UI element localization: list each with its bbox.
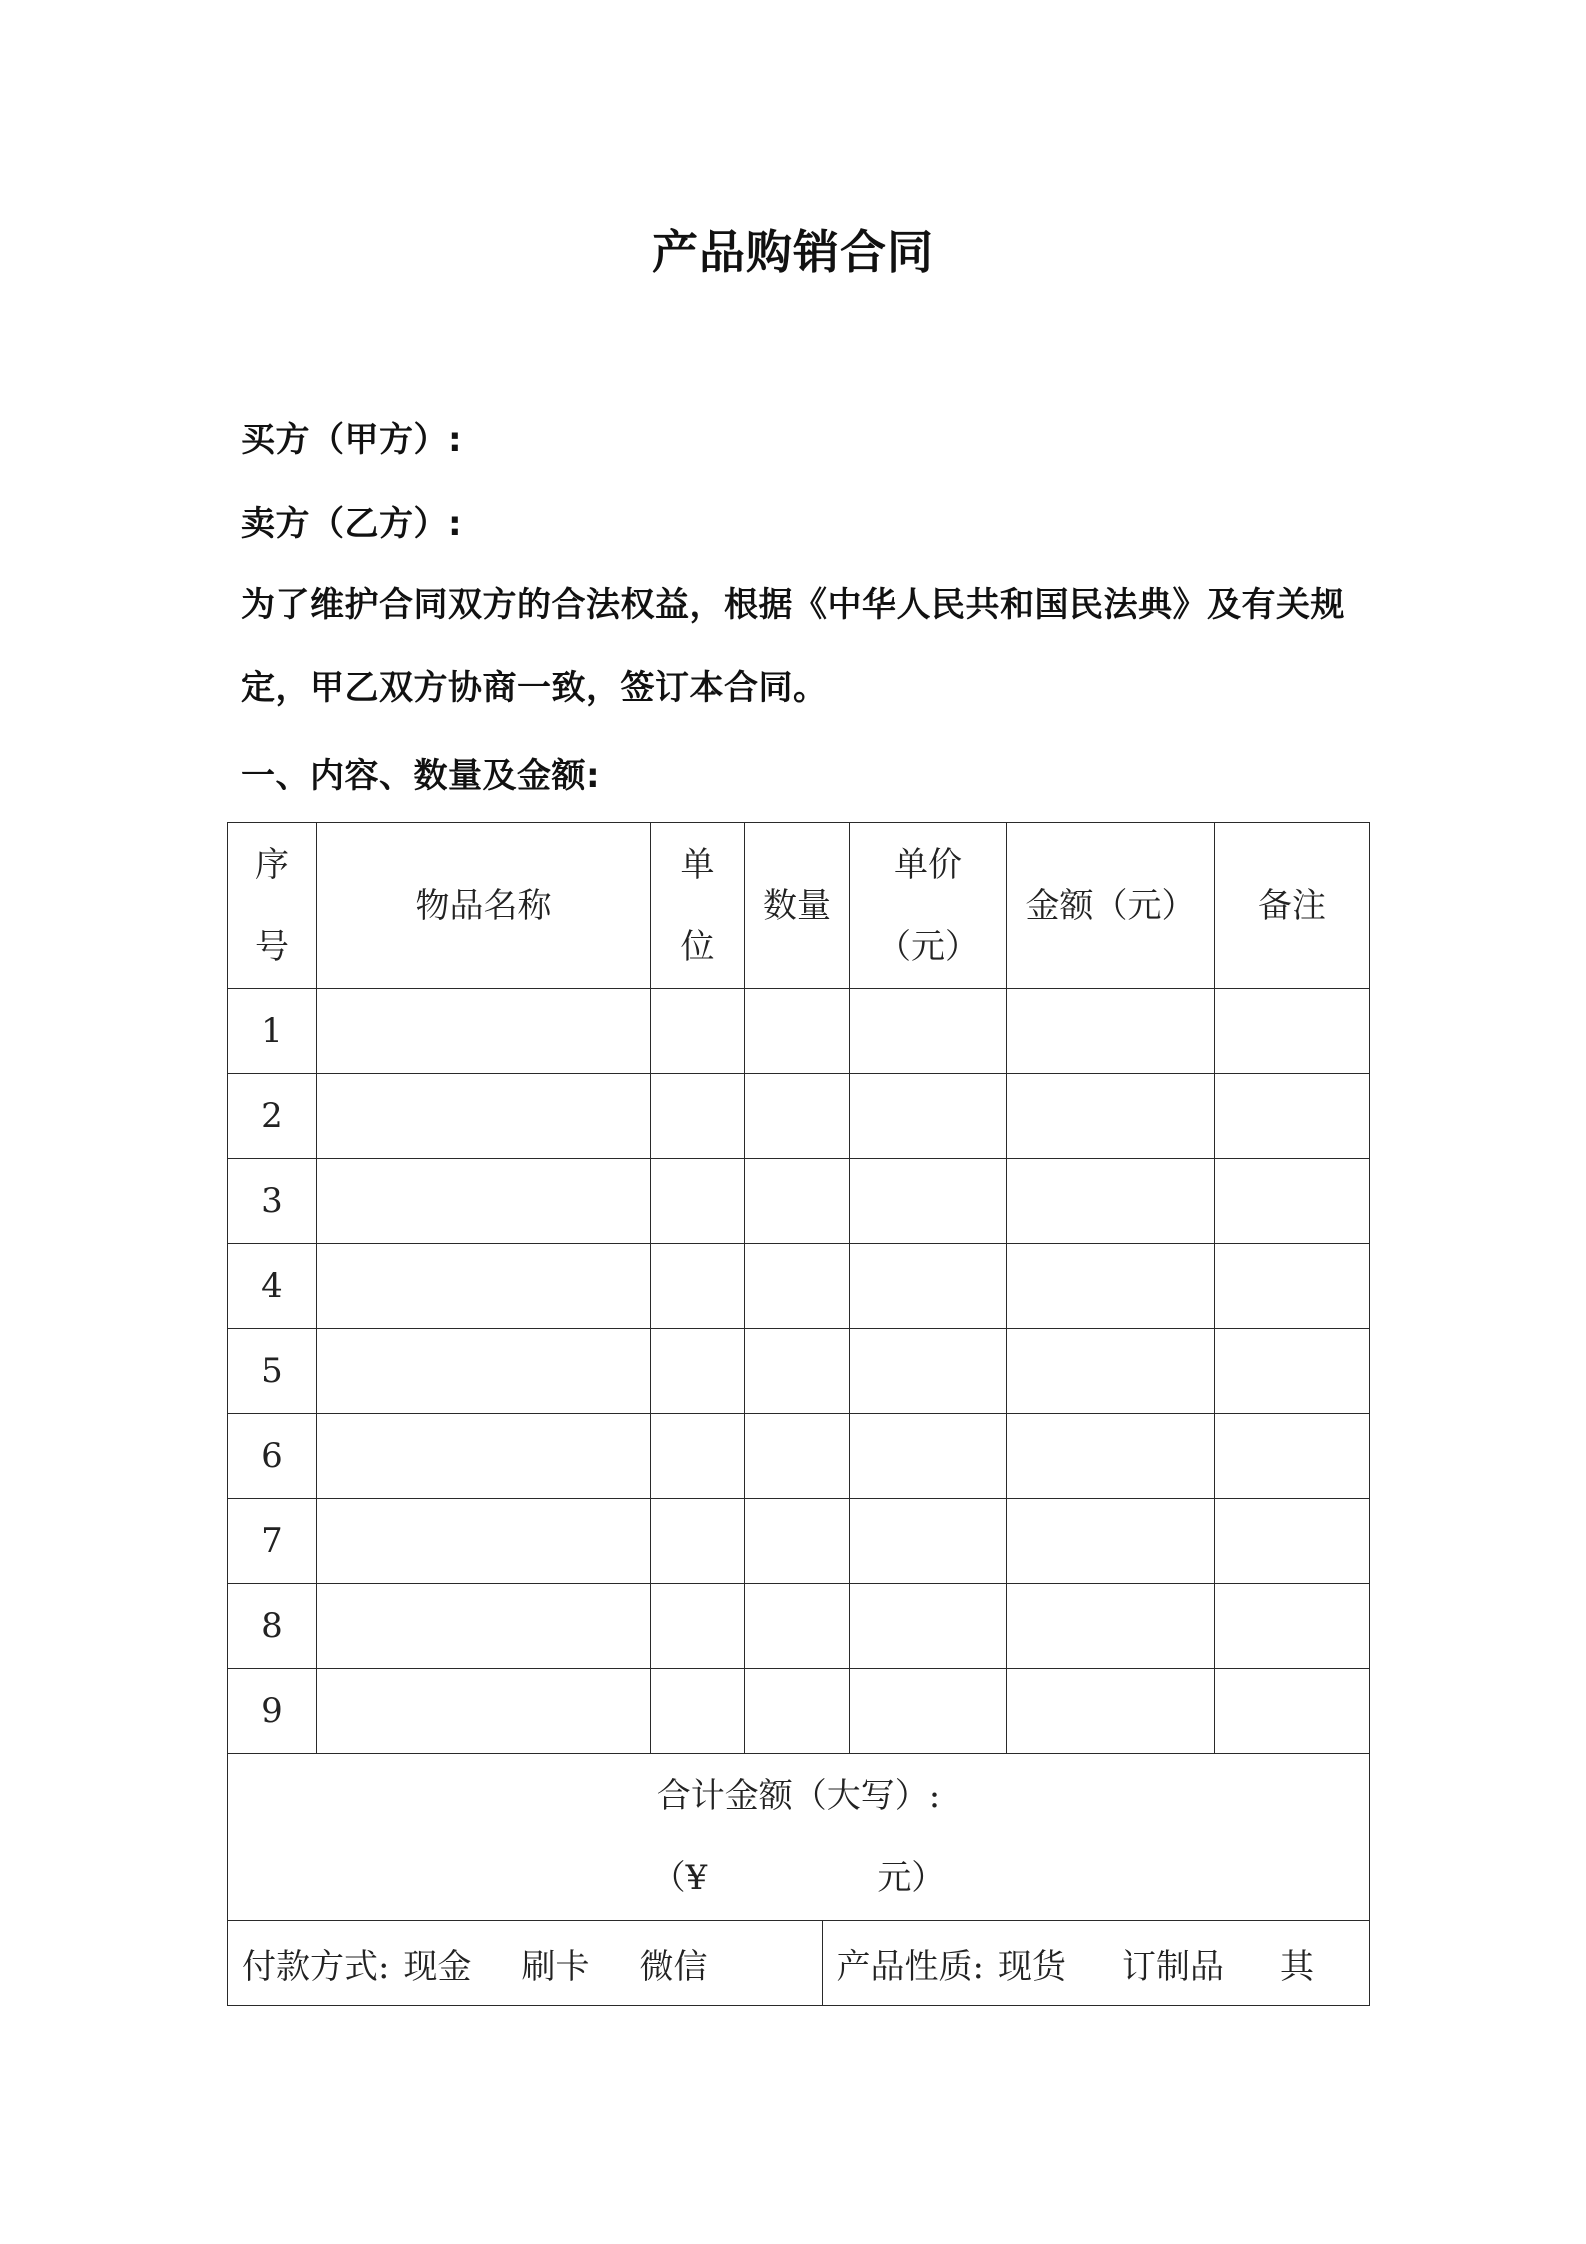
item-name-cell[interactable]	[317, 1669, 651, 1754]
unit-cell[interactable]	[651, 1329, 745, 1414]
header-price-line2: （元）	[877, 926, 979, 967]
remark-cell[interactable]	[1215, 1074, 1370, 1159]
payment-nature-subtable	[228, 1921, 1370, 2005]
quantity-cell[interactable]	[745, 1669, 850, 1754]
header-quantity: 数量	[745, 823, 850, 989]
buyer-label: 买方（甲方）:	[241, 420, 463, 460]
quantity-cell[interactable]	[745, 1329, 850, 1414]
total-row	[228, 1754, 1370, 1921]
table-row	[228, 1414, 1370, 1499]
amount-cell[interactable]	[1007, 989, 1215, 1074]
row-seq: 1	[228, 989, 317, 1074]
header-price-line1: 单价	[894, 844, 962, 885]
table-row	[228, 1584, 1370, 1669]
quantity-cell[interactable]	[745, 1499, 850, 1584]
unit-cell[interactable]	[651, 1244, 745, 1329]
amount-cell[interactable]	[1007, 1499, 1215, 1584]
amount-cell[interactable]	[1007, 1159, 1215, 1244]
row-seq: 2	[228, 1074, 317, 1159]
unit-price-cell[interactable]	[850, 1584, 1007, 1669]
payment-option-wechat[interactable]: 微信	[639, 1946, 708, 1987]
quantity-cell[interactable]	[745, 1074, 850, 1159]
item-name-cell[interactable]	[317, 1414, 651, 1499]
unit-price-cell[interactable]	[850, 1669, 1007, 1754]
table-row	[228, 1329, 1370, 1414]
product-nature-cell	[822, 1921, 1370, 2005]
nature-option-custom[interactable]: 订制品	[1121, 1946, 1224, 1987]
header-unit-line1: 单	[680, 844, 715, 885]
seller-label: 卖方（乙方）:	[241, 504, 463, 544]
remark-cell[interactable]	[1215, 1499, 1370, 1584]
goods-table	[227, 822, 1370, 2006]
payment-nature-cell	[228, 1921, 1370, 2006]
quantity-cell[interactable]	[745, 989, 850, 1074]
header-unit	[651, 823, 745, 989]
total-yen-prefix: （¥	[651, 1858, 708, 1898]
table-row	[228, 1159, 1370, 1244]
unit-cell[interactable]	[651, 1159, 745, 1244]
unit-cell[interactable]	[651, 1584, 745, 1669]
item-name-cell[interactable]	[317, 1159, 651, 1244]
unit-cell[interactable]	[651, 1499, 745, 1584]
row-seq: 7	[228, 1499, 317, 1584]
item-name-cell[interactable]	[317, 1329, 651, 1414]
table-row	[228, 1244, 1370, 1329]
quantity-cell[interactable]	[745, 1159, 850, 1244]
unit-price-cell[interactable]	[850, 1159, 1007, 1244]
remark-cell[interactable]	[1215, 1329, 1370, 1414]
header-seq-line2: 号	[255, 926, 289, 967]
remark-cell[interactable]	[1215, 1159, 1370, 1244]
row-seq: 4	[228, 1244, 317, 1329]
header-unit-line2: 位	[680, 926, 715, 967]
unit-price-cell[interactable]	[850, 989, 1007, 1074]
contract-title: 产品购销合同	[652, 225, 934, 279]
table-row	[228, 989, 1370, 1074]
header-seq	[228, 823, 317, 989]
row-seq: 6	[228, 1414, 317, 1499]
remark-cell[interactable]	[1215, 1584, 1370, 1669]
payment-method-cell	[228, 1921, 822, 2005]
quantity-cell[interactable]	[745, 1414, 850, 1499]
amount-cell[interactable]	[1007, 1074, 1215, 1159]
quantity-cell[interactable]	[745, 1584, 850, 1669]
unit-cell[interactable]	[651, 1414, 745, 1499]
total-amount-cell[interactable]	[228, 1754, 1370, 1921]
unit-price-cell[interactable]	[850, 1244, 1007, 1329]
unit-cell[interactable]	[651, 1074, 745, 1159]
payment-option-cash[interactable]: 现金	[403, 1946, 472, 1987]
amount-cell[interactable]	[1007, 1329, 1215, 1414]
table-header-row	[228, 823, 1370, 989]
item-name-cell[interactable]	[317, 1584, 651, 1669]
row-seq: 8	[228, 1584, 317, 1669]
header-seq-line1: 序	[255, 844, 289, 885]
table-row	[228, 1669, 1370, 1754]
item-name-cell[interactable]	[317, 1074, 651, 1159]
header-remark: 备注	[1215, 823, 1370, 989]
remark-cell[interactable]	[1215, 1244, 1370, 1329]
section-heading-content: 一、内容、数量及金额:	[241, 756, 601, 796]
item-name-cell[interactable]	[317, 1499, 651, 1584]
table-row	[228, 1074, 1370, 1159]
nature-option-other[interactable]: 其	[1279, 1946, 1314, 1987]
quantity-cell[interactable]	[745, 1244, 850, 1329]
unit-price-cell[interactable]	[850, 1074, 1007, 1159]
table-row	[228, 1499, 1370, 1584]
unit-cell[interactable]	[651, 989, 745, 1074]
intro-paragraph: 为了维护合同双方的合法权益，根据《中华人民共和国民法典》及有关规定，甲乙双方协商一致，签订本合同。	[241, 585, 1345, 708]
total-amount-label: 合计金额（大写）:	[656, 1776, 941, 1816]
header-item-name: 物品名称	[317, 823, 651, 989]
unit-cell[interactable]	[651, 1669, 745, 1754]
unit-price-cell[interactable]	[850, 1499, 1007, 1584]
amount-cell[interactable]	[1007, 1244, 1215, 1329]
item-name-cell[interactable]	[317, 989, 651, 1074]
total-yen-suffix: 元）	[877, 1858, 946, 1898]
payment-option-card[interactable]: 刷卡	[521, 1946, 590, 1987]
unit-price-cell[interactable]	[850, 1414, 1007, 1499]
payment-method-label: 付款方式:	[242, 1946, 390, 1987]
amount-cell[interactable]	[1007, 1414, 1215, 1499]
row-seq: 3	[228, 1159, 317, 1244]
total-yen-line	[228, 1837, 1369, 1919]
header-unit-price	[850, 823, 1007, 989]
product-nature-label: 产品性质:	[836, 1946, 984, 1987]
remark-cell[interactable]	[1215, 1414, 1370, 1499]
row-seq: 9	[228, 1669, 317, 1754]
amount-cell[interactable]	[1007, 1584, 1215, 1669]
nature-option-stock[interactable]: 现货	[997, 1946, 1066, 1987]
row-seq: 5	[228, 1329, 317, 1414]
remark-cell[interactable]	[1215, 1669, 1370, 1754]
amount-cell[interactable]	[1007, 1669, 1215, 1754]
item-name-cell[interactable]	[317, 1244, 651, 1329]
remark-cell[interactable]	[1215, 989, 1370, 1074]
unit-price-cell[interactable]	[850, 1329, 1007, 1414]
header-amount: 金额（元）	[1007, 823, 1215, 989]
payment-nature-row	[228, 1921, 1370, 2006]
